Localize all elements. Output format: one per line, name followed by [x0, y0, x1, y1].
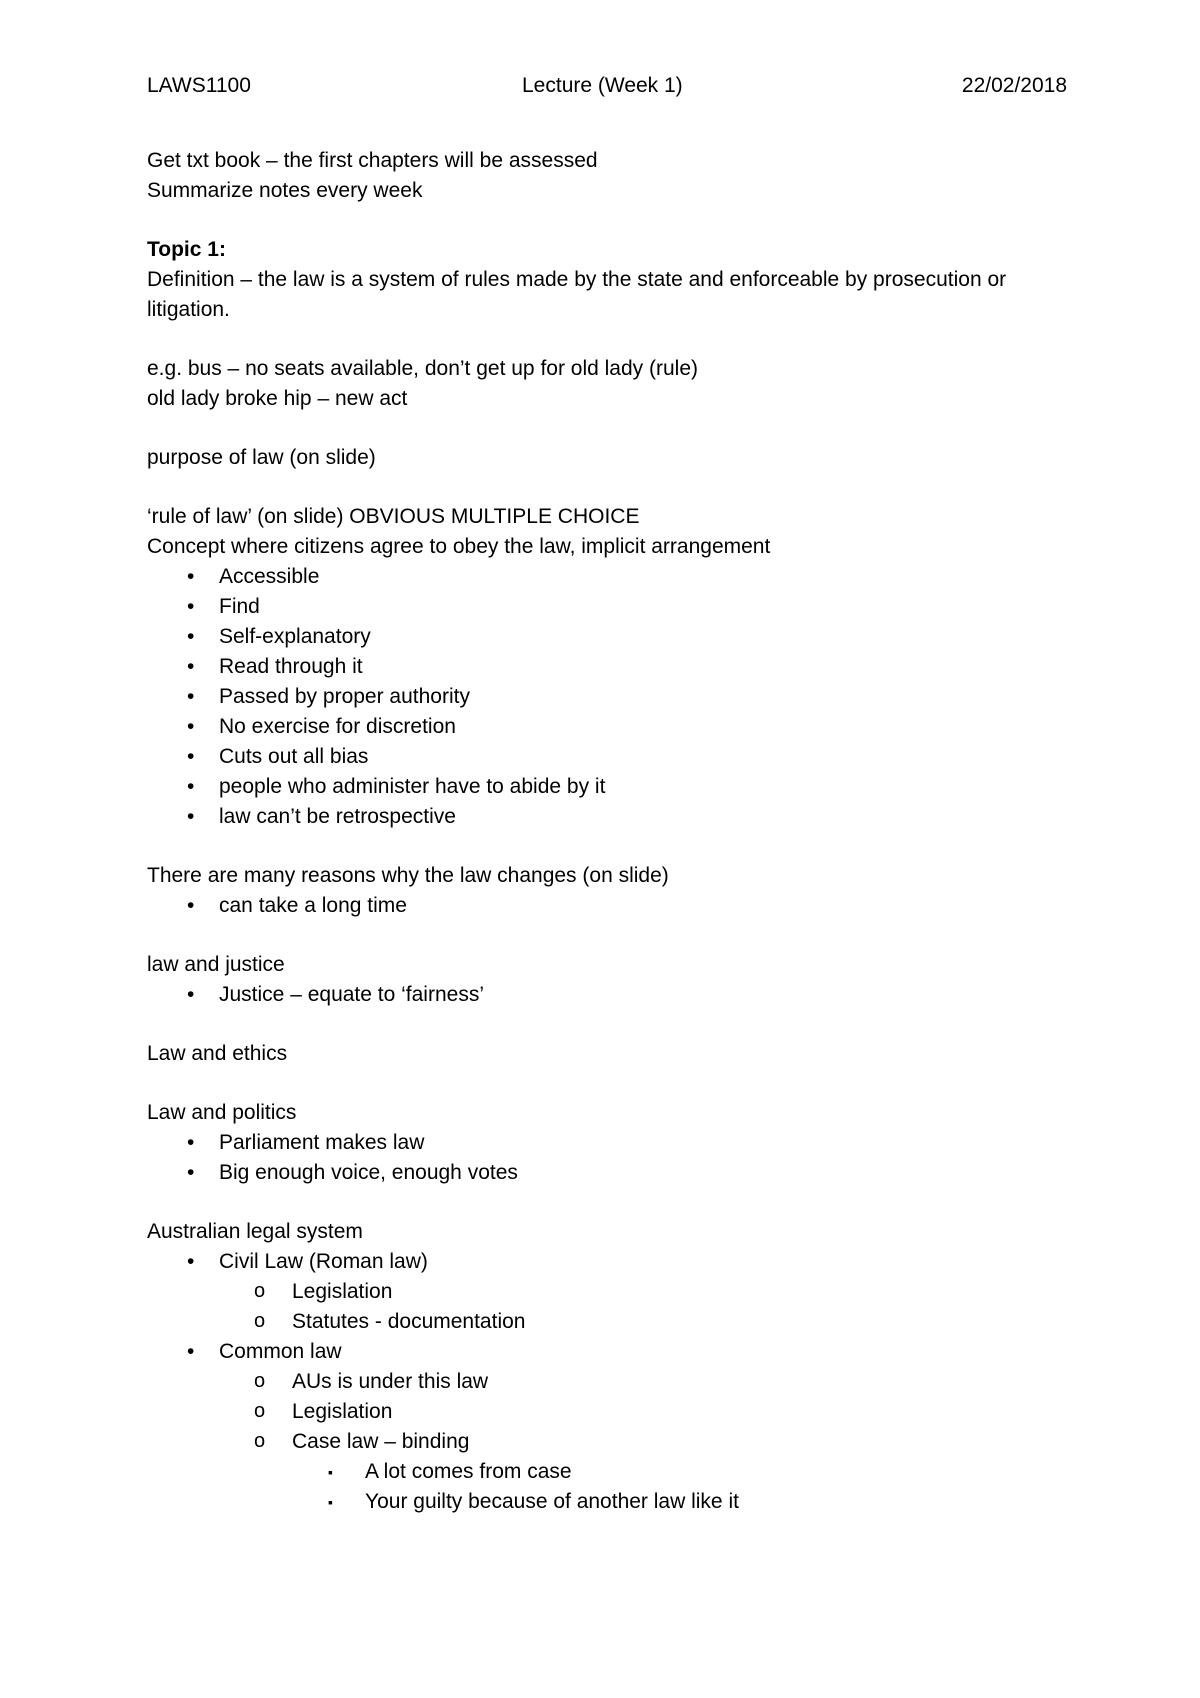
- law-politics-heading: Law and politics: [147, 1101, 297, 1124]
- law-ethics-heading: Law and ethics: [147, 1042, 288, 1065]
- rule-of-law-heading: ‘rule of law’ (on slide) OBVIOUS MULTIPLE CHOICE: [147, 505, 640, 528]
- list-item: • Common law: [187, 1340, 342, 1363]
- legal-system-heading: Australian legal system: [147, 1220, 363, 1243]
- definition-paragraph: Definition – the law is a system of rules made by the state and enforceable by prosecution or litigation.: [147, 268, 1007, 321]
- list-subitem: o Legislation: [254, 1400, 393, 1423]
- legal-system-list: [147, 1247, 1077, 1517]
- list-item: • Parliament makes law: [187, 1131, 425, 1154]
- list-item: • Read through it: [187, 655, 363, 678]
- list-item: • Self-explanatory: [187, 625, 371, 648]
- course-code: LAWS1100: [147, 74, 251, 97]
- law-changes-heading: There are many reasons why the law changes (on slide): [147, 864, 669, 887]
- list-item: • Justice – equate to ‘fairness’: [187, 983, 484, 1006]
- list-subitem: o Legislation: [254, 1280, 393, 1303]
- topic-heading: Topic 1:: [147, 238, 226, 261]
- list-item: • law can’t be retrospective: [187, 805, 456, 828]
- lecture-date: 22/02/2018: [961, 74, 1067, 97]
- intro-line: Get txt book – the first chapters will be assessed: [147, 149, 598, 172]
- law-justice-heading: law and justice: [147, 953, 285, 976]
- list-item: • people who administer have to abide by it: [187, 775, 606, 798]
- lecture-title: Lecture (Week 1): [522, 74, 683, 97]
- rule-of-law-concept: Concept where citizens agree to obey the law, implicit arrangement: [147, 535, 771, 558]
- list-subsubitem: ▪ Your guilty because of another law like it: [328, 1490, 739, 1513]
- list-subsubitem: ▪ A lot comes from case: [328, 1460, 572, 1483]
- intro-line: Summarize notes every week: [147, 179, 423, 202]
- list-item: • Civil Law (Roman law): [187, 1250, 428, 1273]
- list-item: • Accessible: [187, 565, 320, 588]
- list-subitem: o AUs is under this law: [254, 1370, 489, 1393]
- list-item: • Cuts out all bias: [187, 745, 369, 768]
- law-politics-list: [147, 1128, 1077, 1188]
- list-item: • Big enough voice, enough votes: [187, 1161, 518, 1184]
- example-line: e.g. bus – no seats available, don’t get up for old lady (rule): [147, 357, 699, 380]
- rule-of-law-list: [147, 562, 1077, 832]
- list-item: • Passed by proper authority: [187, 685, 470, 708]
- purpose-line: purpose of law (on slide): [147, 446, 376, 469]
- list-item: • No exercise for discretion: [187, 715, 456, 738]
- list-item: • Find: [187, 595, 260, 618]
- list-item: • can take a long time: [187, 894, 407, 917]
- law-changes-list: [147, 891, 1077, 921]
- document-body: [147, 146, 1077, 1517]
- page-header: [147, 74, 1067, 104]
- law-justice-list: [147, 980, 1077, 1010]
- list-subitem: o Case law – binding: [254, 1430, 470, 1453]
- example-line: old lady broke hip – new act: [147, 387, 408, 410]
- list-subitem: o Statutes - documentation: [254, 1310, 526, 1333]
